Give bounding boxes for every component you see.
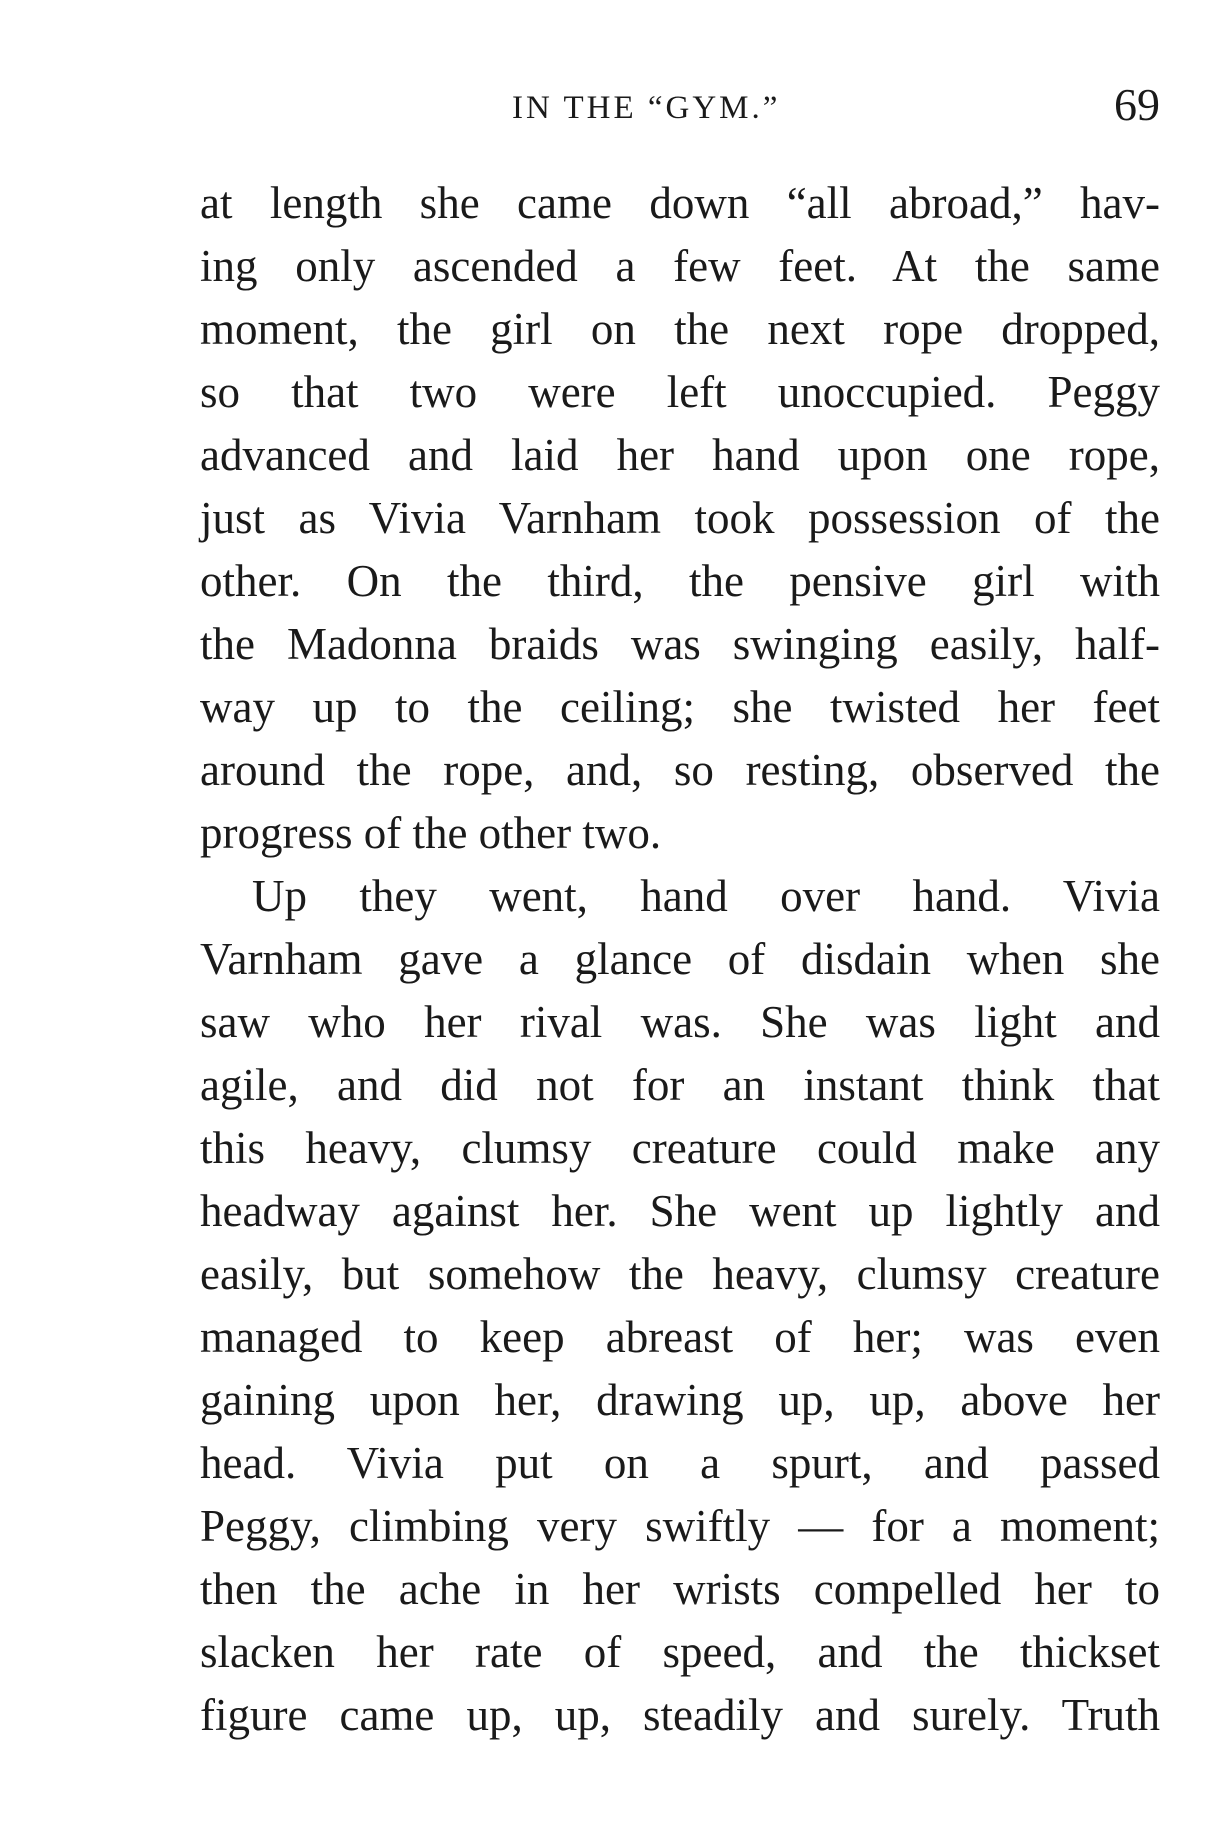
text-line: Peggy, climbing very swiftly — for a moment; (200, 1501, 1160, 1551)
text-line: headway against her. She went up lightly and (200, 1186, 1160, 1236)
paragraph-end-line: progress of the other two. (200, 808, 662, 858)
text-line: then the ache in her wrists compelled her to (200, 1564, 1160, 1614)
text-line: the Madonna braids was swinging easily, half- (200, 619, 1160, 669)
text-line: agile, and did not for an instant think that (200, 1060, 1160, 1110)
text-line: gaining upon her, drawing up, up, above her (200, 1375, 1160, 1425)
page-number: 69 (1114, 79, 1160, 130)
text-line: other. On the third, the pensive girl with (200, 556, 1160, 606)
text-line: head. Vivia put on a spurt, and passed (200, 1438, 1160, 1488)
text-line: advanced and laid her hand upon one rope, (200, 430, 1160, 480)
running-head-title: IN THE “GYM.” (512, 90, 781, 126)
text-line: at length she came down “all abroad,” hav- (200, 178, 1160, 228)
text-line: ing only ascended a few feet. At the same (200, 241, 1160, 291)
text-line: moment, the girl on the next rope dropped, (200, 304, 1160, 354)
text-line: just as Vivia Varnham took possession of the (200, 493, 1160, 543)
text-line: easily, but somehow the heavy, clumsy creature (200, 1249, 1160, 1299)
text-line: way up to the ceiling; she twisted her feet (200, 682, 1160, 732)
text-line: around the rope, and, so resting, observed the (200, 745, 1160, 795)
text-line: saw who her rival was. She was light and (200, 997, 1160, 1047)
text-line: figure came up, up, steadily and surely. Truth (200, 1690, 1160, 1740)
running-head (200, 78, 1160, 138)
body-text (200, 172, 1160, 1747)
text-line: this heavy, clumsy creature could make any (200, 1123, 1160, 1173)
text-line: slacken her rate of speed, and the thickset (200, 1627, 1160, 1677)
text-line: managed to keep abreast of her; was even (200, 1312, 1160, 1362)
paragraph-start-line: Up they went, hand over hand. Vivia (252, 871, 1160, 921)
text-line: so that two were left unoccupied. Peggy (200, 367, 1160, 417)
text-line: Varnham gave a glance of disdain when she (200, 934, 1160, 984)
